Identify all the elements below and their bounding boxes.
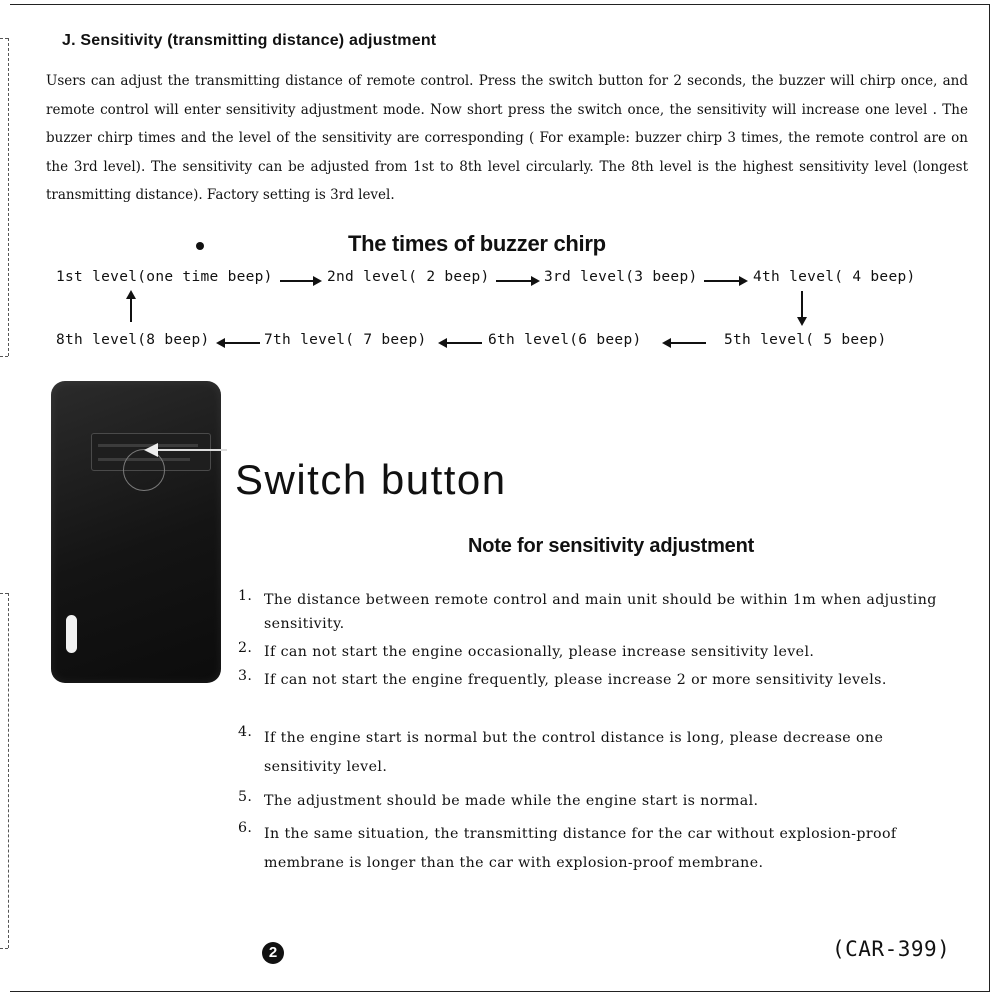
note-number: 5. (238, 789, 253, 805)
binding-tick (0, 38, 8, 39)
level-1-label: 1st level(one time beep) (56, 269, 273, 285)
note-text: If can not start the engine occasionally, please increase sensitivity level. (264, 644, 815, 660)
note-number: 2. (238, 640, 253, 656)
note-text: In the same situation, the transmitting distance for the car without explosion-proof membrane is longer than the car with explosion-proof membrane. (264, 826, 897, 871)
note-text: If can not start the engine frequently, please increase 2 or more sensitivity levels. (264, 672, 887, 688)
bullet-dot (196, 242, 204, 250)
remote-keyring-slot (66, 615, 77, 653)
note-text: The adjustment should be made while the engine start is normal. (264, 793, 759, 809)
note-text: The distance between remote control and main unit should be within 1m when adjusting sensitivity. (264, 592, 937, 632)
note-number: 6. (238, 820, 253, 836)
page-number-badge: 2 (262, 942, 284, 964)
arrow-left-icon (664, 342, 706, 344)
binding-tick (0, 593, 8, 594)
arrow-right-icon (280, 280, 320, 282)
flow-title: The times of buzzer chirp (348, 231, 606, 256)
arrow-left-icon (218, 342, 260, 344)
pointer-arrow-icon (144, 443, 158, 457)
arrow-left-icon (440, 342, 482, 344)
level-3-label: 3rd level(3 beep) (544, 269, 698, 285)
arrow-up-icon (130, 292, 132, 322)
level-6-label: 6th level(6 beep) (488, 332, 642, 348)
pointer-line (147, 449, 227, 451)
level-8-label: 8th level(8 beep) (56, 332, 210, 348)
model-code: (CAR-399) (832, 937, 951, 961)
intro-paragraph: Users can adjust the transmitting distance of remote control. Press the switch button for 2 seconds, the buzzer will chirp once, and remote control will enter sensitivity adjustment mode. Now short press the switch once, the sensitivity will increase one level . The buzzer chirp times and the level of the sensitivity are corresponding ( For example: buzzer chirp 3 times, the remote control are on the 3rd level). The sensitivity can be adjusted from 1st to 8th level circularly. The 8th level is the highest sensitivity level (longest transmitting distance). Factory setting is 3rd level. (46, 73, 968, 204)
note-number: 1. (238, 588, 253, 604)
arrow-down-icon (801, 291, 803, 324)
binding-tick (0, 948, 8, 949)
level-4-label: 4th level( 4 beep) (753, 269, 916, 285)
binding-tick (0, 356, 8, 357)
section-title: J. Sensitivity (transmitting distance) adjustment (62, 32, 437, 49)
note-number: 3. (238, 668, 253, 684)
arrow-right-icon (496, 280, 538, 282)
level-2-label: 2nd level( 2 beep) (327, 269, 490, 285)
level-7-label: 7th level( 7 beep) (264, 332, 427, 348)
binding-dash-mark-top (8, 38, 9, 356)
note-number: 4. (238, 724, 253, 740)
remote-control-image (51, 381, 221, 683)
switch-button-label: Switch button (235, 456, 507, 503)
arrow-right-icon (704, 280, 746, 282)
binding-dash-mark-bottom (8, 593, 9, 948)
notes-title: Note for sensitivity adjustment (468, 535, 755, 557)
level-5-label: 5th level( 5 beep) (724, 332, 887, 348)
note-text: If the engine start is normal but the control distance is long, please decrease one sensitivity level. (264, 730, 884, 775)
